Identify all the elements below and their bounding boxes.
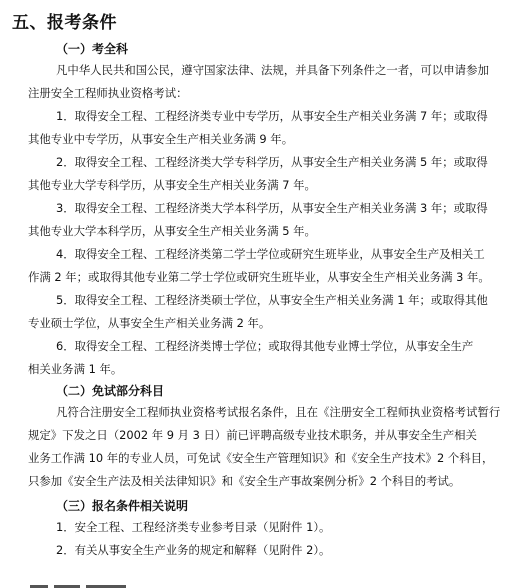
section-heading: 五、报考条件 [12,13,117,33]
condition-1-line-2: 其他专业中专学历，从事安全生产相关业务满 9 年。 [28,132,294,146]
notes-item-2: 2．有关从事安全生产业务的规定和解释（见附件 2）。 [56,543,331,557]
subsection-title-notes: （三）报名条件相关说明 [56,499,189,513]
condition-4-line-1: 4．取得安全工程、工程经济类第二学士学位或研究生班毕业，从事安全生产及相关工 [56,247,485,261]
subsection-title-full-exam: （一）考全科 [56,42,129,56]
condition-5-line-2: 专业硕士学位，从事安全生产相关业务满 2 年。 [28,316,271,330]
condition-3-line-1: 3．取得安全工程、工程经济类大学本科学历，从事安全生产相关业务满 3 年；或取得 [56,201,488,215]
exemption-line-1: 凡符合注册安全工程师执业资格考试报名条件，且在《注册安全工程师执业资格考试暂行 [56,405,501,419]
condition-2-line-2: 其他专业大学专科学历，从事安全生产相关业务满 7 年。 [28,178,316,192]
condition-4-line-2: 作满 2 年；或取得其他专业第二学士学位或研究生班毕业，从事安全生产相关业务满 3 年。 [28,270,490,284]
condition-3-line-2: 其他专业大学本科学历，从事安全生产相关业务满 5 年。 [28,224,316,238]
condition-6-line-2: 相关业务满 1 年。 [28,362,123,376]
exemption-line-3: 业务工作满 10 年的专业人员，可免试《安全生产管理知识》和《安全生产技术》2 个科目， [28,451,494,465]
exemption-line-2: 规定》下发之日（2002 年 9 月 3 日）前已评聘高级专业技术职务，并从事安全生产相关 [28,428,477,442]
cropped-next-heading [30,580,140,588]
condition-5-line-1: 5．取得安全工程、工程经济类硕士学位，从事安全生产相关业务满 1 年；或取得其他 [56,293,488,307]
subsection-title-exemption: （二）免试部分科目 [56,384,165,398]
intro-line-2: 注册安全工程师执业资格考试： [28,86,188,100]
exemption-line-4: 只参加《安全生产法及相关法律知识》和《安全生产事故案例分析》2 个科目的考试。 [28,474,461,488]
condition-2-line-1: 2．取得安全工程、工程经济类大学专科学历，从事安全生产相关业务满 5 年；或取得 [56,155,488,169]
condition-1-line-1: 1．取得安全工程、工程经济类专业中专学历，从事安全生产相关业务满 7 年；或取得 [56,109,488,123]
notes-item-1: 1．安全工程、工程经济类专业参考目录（见附件 1）。 [56,520,331,534]
condition-6-line-1: 6．取得安全工程、工程经济类博士学位；或取得其他专业博士学位，从事安全生产 [56,339,474,353]
intro-line-1: 凡中华人民共和国公民，遵守国家法律、法规，并具备下列条件之一者，可以申请参加 [56,63,489,77]
